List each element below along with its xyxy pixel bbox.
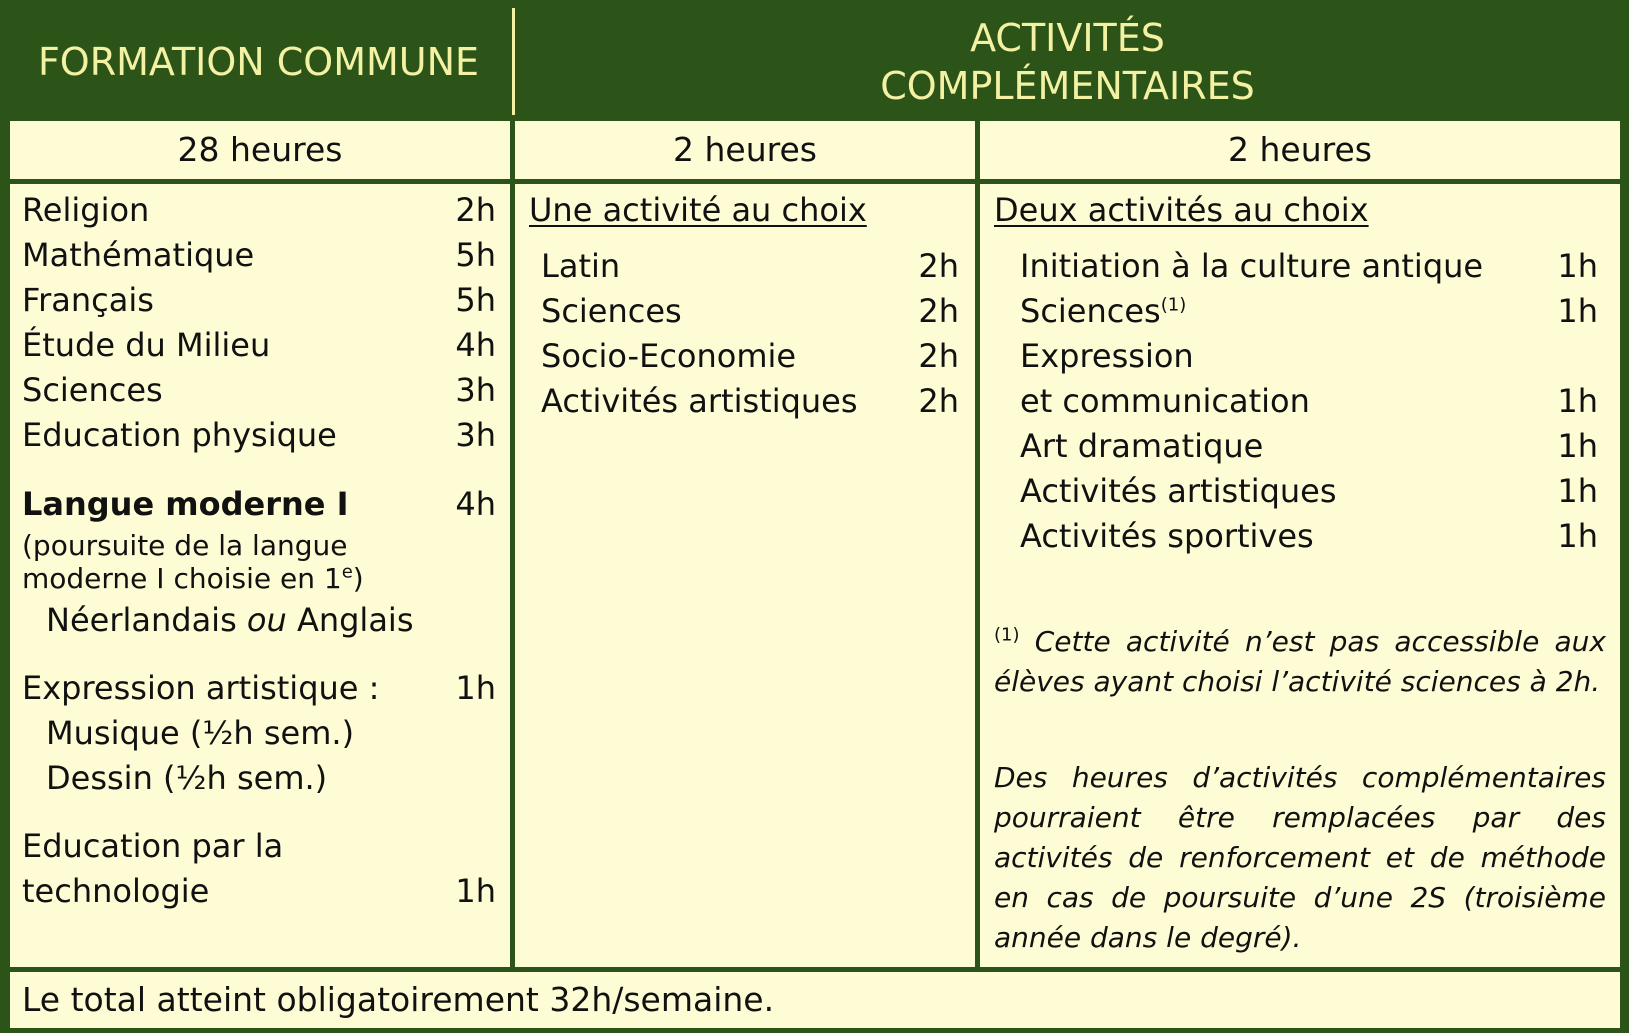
common-training-column [10, 184, 510, 967]
footnote-remplacement: Des heures d’activités complémentaires pourraient être remplacées par des activités de renforcement et de méthode en cas de poursuite d’une 2S (troisième année dans le degré). [994, 761, 1606, 954]
langue-moderne-hours: 4h [455, 485, 496, 523]
activity-label: Activités sportives [1020, 517, 1314, 555]
musique-label: Musique (½h sem.) [46, 714, 355, 752]
activity-label: Initiation à la culture antique [1020, 247, 1484, 285]
subject-label: Sciences [22, 371, 163, 409]
subject-hours: 5h [455, 236, 496, 274]
subject-hours: 4h [455, 326, 496, 364]
technologie-line-1: Education par la [22, 827, 284, 865]
two-activities-column [980, 184, 1620, 967]
activity-hours: 2h [918, 292, 959, 330]
activity-hours: 1h [1557, 247, 1598, 285]
activity-hours: 2h [918, 382, 959, 420]
two-activities-heading: Deux activités au choix [994, 191, 1369, 229]
activity-label: Expression [1020, 337, 1194, 375]
title-line-1: ACTIVITÉS [970, 16, 1165, 60]
subject-label: Étude du Milieu [22, 326, 271, 364]
activity-hours: 2h [918, 247, 959, 285]
activity-label: Activités artistiques [541, 382, 858, 420]
subject-label: Religion [22, 191, 150, 229]
col3-hours: 2 heures [980, 121, 1620, 179]
activity-label: Latin [541, 247, 621, 285]
langue-moderne-note-2: moderne I choisie en 1e) [22, 561, 364, 595]
title-line-2: COMPLÉMENTAIRES [880, 64, 1255, 108]
activity-label: Activités artistiques [1020, 472, 1337, 510]
technologie-hours: 1h [455, 872, 496, 910]
langue-moderne-note-1: (poursuite de la langue [22, 529, 348, 562]
dessin-label: Dessin (½h sem.) [46, 759, 328, 797]
footnote-sciences: $^{(1)}$ Cette activité n’est pas accessible aux élèves ayant choisi l’activité sciences à 2h. [994, 624, 1606, 698]
col2-hours: 2 heures [515, 121, 975, 179]
subject-hours: 2h [455, 191, 496, 229]
activity-hours: 2h [918, 337, 959, 375]
subject-hours: 5h [455, 281, 496, 319]
subject-label: Mathématique [22, 236, 255, 274]
col1-hours: 28 heures [10, 121, 510, 179]
activity-hours: 1h [1557, 292, 1598, 330]
subject-label: Français [22, 281, 154, 319]
activity-hours: 1h [1557, 427, 1598, 465]
activity-label: Sciences$^{(1)}$ [1020, 292, 1187, 330]
expression-artistique-label: Expression artistique : [22, 669, 380, 707]
activity-hours: 1h [1557, 517, 1598, 555]
activity-label: Art dramatique [1020, 427, 1264, 465]
formation-commune-title: FORMATION COMMUNE [37, 40, 480, 84]
activity-hours: 1h [1557, 472, 1598, 510]
activity-label: et communication [1020, 382, 1310, 420]
activity-label: Sciences [541, 292, 682, 330]
subject-hours: 3h [455, 416, 496, 454]
total-text: Le total atteint obligatoirement 32h/semaine. [22, 980, 775, 1019]
technologie-line-2: technologie [22, 872, 210, 910]
one-activity-heading: Une activité au choix [529, 191, 867, 229]
activity-hours: 1h [1557, 382, 1598, 420]
expression-artistique-hours: 1h [455, 669, 496, 707]
langue-choice: Néerlandais ou Anglais [46, 601, 414, 639]
one-activity-column [515, 184, 975, 967]
subject-hours: 3h [455, 371, 496, 409]
subject-label: Education physique [22, 416, 337, 454]
langue-moderne-label: Langue moderne I [22, 485, 349, 523]
activites-complementaires-title [515, 14, 1620, 110]
total-footer [10, 972, 1620, 1028]
activity-label: Socio-Economie [541, 337, 797, 375]
